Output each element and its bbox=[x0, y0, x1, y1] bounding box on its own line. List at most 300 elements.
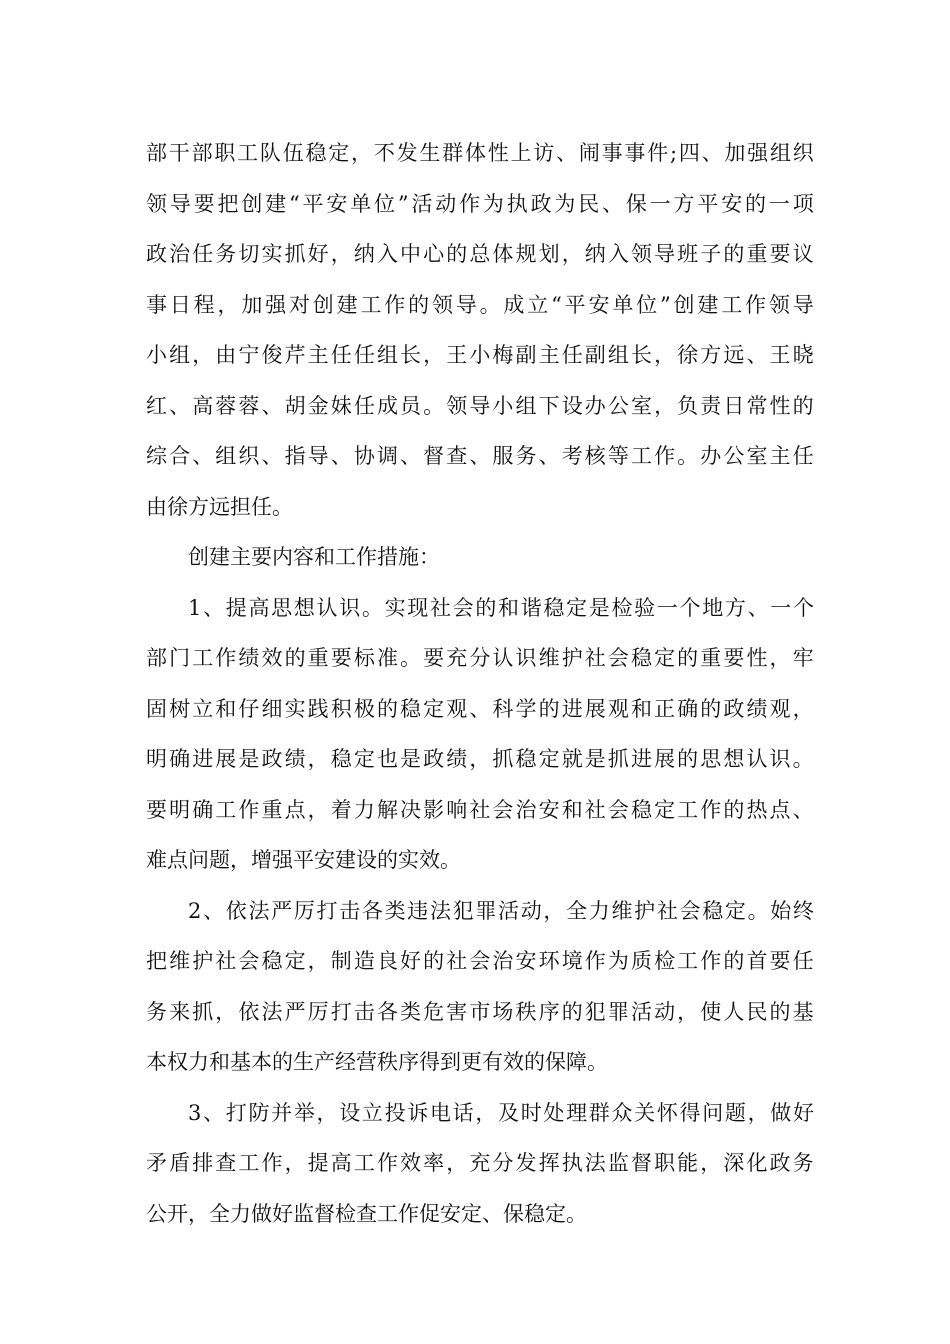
text-char: 入 bbox=[607, 242, 629, 266]
text-char: 是 bbox=[400, 747, 422, 771]
text-char: 社 bbox=[215, 949, 237, 973]
text-char: 部 bbox=[191, 141, 213, 165]
text-char: 和 bbox=[630, 696, 652, 721]
text-char: 群 bbox=[442, 141, 464, 165]
text-char: 王 bbox=[446, 343, 468, 367]
text-char: 远 bbox=[723, 343, 745, 367]
text-char: 、 bbox=[330, 444, 352, 468]
text-char: 认 bbox=[746, 747, 768, 771]
text-char: 终 bbox=[792, 898, 814, 923]
text-char: 体 bbox=[492, 242, 514, 266]
text-char: 的 bbox=[561, 999, 583, 1024]
text-char: 的 bbox=[723, 949, 745, 973]
text-char: 定 bbox=[284, 949, 306, 973]
text-char: 活 bbox=[498, 898, 519, 923]
text-char: 政 bbox=[423, 747, 445, 771]
text-char: 市 bbox=[469, 999, 491, 1024]
text-char: 响 bbox=[446, 797, 468, 822]
text-char: 各 bbox=[361, 898, 383, 923]
text-char: 就 bbox=[561, 747, 583, 771]
text-char: ， bbox=[747, 1100, 769, 1125]
text-char: 、 bbox=[192, 444, 214, 468]
text-char: “ bbox=[551, 292, 562, 317]
text-char: 话 bbox=[452, 1100, 474, 1125]
text-char: 体 bbox=[464, 141, 486, 165]
text-line bbox=[146, 381, 814, 432]
text-char: 稳 bbox=[630, 797, 652, 822]
text-char: 蓉 bbox=[238, 393, 260, 418]
text-char: 对 bbox=[288, 292, 310, 317]
text-char: 高 bbox=[192, 393, 214, 418]
text-char: 心 bbox=[423, 242, 445, 266]
text-char: 罪 bbox=[475, 898, 497, 923]
text-char: 地 bbox=[702, 595, 724, 620]
text-char: 稳 bbox=[543, 595, 565, 620]
text-char: 创 bbox=[673, 292, 695, 317]
text-line bbox=[146, 886, 814, 937]
text-char: 序 bbox=[538, 999, 560, 1024]
text-char: 组 bbox=[515, 393, 537, 418]
text-char: 常 bbox=[746, 393, 768, 418]
text-char: 基 bbox=[792, 999, 814, 1024]
text-char: ， bbox=[446, 1151, 468, 1175]
text-char: 作 bbox=[376, 1151, 398, 1175]
text-char: 生 bbox=[419, 141, 441, 165]
text-char: 要 bbox=[769, 242, 791, 266]
text-char: 好 bbox=[307, 242, 329, 266]
text-char: 践 bbox=[307, 696, 329, 721]
text-char: 学 bbox=[515, 696, 537, 721]
text-char: 会 bbox=[452, 595, 474, 620]
text-char: 现 bbox=[407, 595, 429, 620]
text-char: 政 bbox=[261, 747, 283, 771]
text-char: 得 bbox=[679, 1100, 701, 1125]
text-char: 一 bbox=[656, 595, 678, 620]
text-char: 民 bbox=[578, 191, 600, 216]
text-char: 的 bbox=[538, 696, 560, 721]
text-char: 伍 bbox=[282, 141, 304, 165]
text-char: 维 bbox=[611, 898, 633, 923]
text-char: 小 bbox=[469, 343, 491, 367]
text-char: 、 bbox=[746, 343, 768, 367]
text-char: 类 bbox=[384, 898, 406, 923]
text-char: 部 bbox=[146, 141, 167, 165]
text-char: 问 bbox=[702, 1100, 724, 1125]
text-char: 总 bbox=[469, 242, 491, 266]
text-char: 立 bbox=[361, 1100, 383, 1125]
text-char: 严 bbox=[271, 898, 293, 923]
text-char: 活 bbox=[630, 999, 652, 1024]
text-char: 组 bbox=[607, 343, 629, 367]
text-char: ， bbox=[543, 898, 565, 923]
text-char: ， bbox=[215, 999, 237, 1024]
text-char: 位 bbox=[374, 191, 396, 216]
text-char: 极 bbox=[353, 696, 375, 721]
text-char: 项 bbox=[792, 191, 814, 216]
text-char: 导 bbox=[307, 444, 329, 468]
text-char: ， bbox=[307, 747, 329, 771]
text-char: 社 bbox=[446, 949, 468, 973]
text-char: 。 bbox=[400, 646, 422, 670]
text-char: 任 bbox=[792, 444, 814, 468]
text-char: 是 bbox=[238, 747, 260, 771]
text-char: 事 bbox=[601, 141, 623, 165]
text-char: 任 bbox=[561, 343, 583, 367]
text-char: 造 bbox=[353, 949, 375, 973]
text-char: ， bbox=[475, 1100, 497, 1125]
text-char: 立 bbox=[527, 292, 549, 317]
text-char: 协 bbox=[353, 444, 375, 468]
text-char: 部 bbox=[146, 646, 167, 670]
text-char: 作 bbox=[215, 646, 237, 670]
text-char: 时 bbox=[520, 1100, 542, 1125]
text-char: 危 bbox=[423, 999, 445, 1024]
text-char: 主 bbox=[769, 444, 791, 468]
text-char: 干 bbox=[168, 141, 190, 165]
text-char: ， bbox=[330, 242, 352, 266]
text-char: 。 bbox=[361, 595, 383, 620]
text-char: 政 bbox=[723, 696, 745, 721]
text-char: 好 bbox=[400, 949, 422, 973]
text-char: 务 bbox=[146, 999, 167, 1024]
text-char: 民 bbox=[746, 999, 768, 1024]
text-char: 工 bbox=[630, 444, 652, 468]
text-char: 思 bbox=[700, 747, 722, 771]
text-char: 、 bbox=[261, 393, 283, 418]
text-line bbox=[146, 128, 814, 179]
text-line bbox=[146, 734, 814, 785]
text-char: 效 bbox=[400, 1151, 422, 1175]
text-char: 打 bbox=[330, 999, 352, 1024]
text-char: 护 bbox=[192, 949, 214, 973]
text-char: “ bbox=[288, 191, 300, 216]
text-char: 稳 bbox=[630, 646, 652, 670]
text-char: 工 bbox=[215, 797, 237, 822]
text-char: 日 bbox=[723, 393, 745, 418]
text-char: 分 bbox=[492, 1151, 514, 1175]
text-char: 及 bbox=[498, 1100, 519, 1125]
text-char: 是 bbox=[584, 747, 606, 771]
text-char: 成 bbox=[503, 292, 525, 317]
text-char: 作 bbox=[745, 292, 767, 317]
text-char: 工 bbox=[238, 1151, 260, 1175]
text-char: 。 bbox=[423, 393, 445, 418]
text-char: 是 bbox=[588, 595, 610, 620]
text-char: ， bbox=[654, 393, 676, 418]
text-char: 服 bbox=[492, 444, 514, 468]
text-char: ， bbox=[677, 999, 699, 1024]
text-char: 公 bbox=[723, 444, 745, 468]
text-char: ， bbox=[316, 1100, 338, 1125]
text-char: 建 bbox=[697, 292, 719, 317]
text-char: 公 bbox=[607, 393, 629, 418]
text-char: 办 bbox=[700, 444, 722, 468]
text-char: 诉 bbox=[407, 1100, 429, 1125]
text-char: 投 bbox=[384, 1100, 406, 1125]
text-char: 政 bbox=[530, 191, 552, 216]
text-char: 抓 bbox=[607, 747, 629, 771]
text-line: 本权力和基本的生产经营秩序得到更有效的保障。 bbox=[146, 1050, 608, 1074]
text-char: 副 bbox=[584, 343, 606, 367]
text-char: 监 bbox=[607, 1151, 629, 1175]
text-char: 秩 bbox=[515, 999, 537, 1024]
text-char: 执 bbox=[506, 191, 528, 216]
text-char: 识 bbox=[339, 595, 361, 620]
text-char: 等 bbox=[607, 444, 629, 468]
text-char: 室 bbox=[630, 393, 652, 418]
text-char: 社 bbox=[469, 797, 491, 822]
text-char: 为 bbox=[554, 191, 576, 216]
text-char: 的 bbox=[475, 595, 497, 620]
text-char: 社 bbox=[584, 646, 606, 670]
text-char: 观 bbox=[769, 696, 791, 721]
text-char: 上 bbox=[510, 141, 532, 165]
text-char: 发 bbox=[515, 1151, 537, 1175]
text-char: 督 bbox=[630, 1151, 652, 1175]
text-char: ， bbox=[561, 242, 583, 266]
text-char: 法 bbox=[248, 898, 270, 923]
text-char: 组 bbox=[215, 444, 237, 468]
text-char: 一 bbox=[770, 595, 792, 620]
text-char: 领 bbox=[431, 292, 453, 317]
text-char: 事 bbox=[624, 141, 646, 165]
text-char: 建 bbox=[265, 191, 287, 216]
text-char: 树 bbox=[169, 696, 191, 721]
text-char: ” bbox=[659, 292, 671, 317]
text-line bbox=[146, 785, 814, 836]
text-char: 作 bbox=[384, 292, 406, 317]
text-char: 设 bbox=[561, 393, 583, 418]
text-char: 打 bbox=[225, 1100, 247, 1125]
text-char: 创 bbox=[312, 292, 334, 317]
text-char: 由 bbox=[215, 343, 237, 367]
text-char: 效 bbox=[261, 646, 283, 670]
text-char: 组 bbox=[376, 343, 398, 367]
text-char: 一 bbox=[768, 191, 790, 216]
text-char: 要 bbox=[769, 949, 791, 973]
text-char: 纳 bbox=[353, 242, 375, 266]
text-char: 个 bbox=[679, 595, 701, 620]
text-char: 。 bbox=[747, 898, 769, 923]
text-char: 作 bbox=[459, 191, 481, 216]
text-char: 要 bbox=[193, 191, 215, 216]
text-char: 谐 bbox=[520, 595, 542, 620]
text-char: 进 bbox=[192, 747, 214, 771]
text-char: 任 bbox=[792, 949, 814, 973]
text-char: ， bbox=[307, 797, 329, 822]
text-char: 的 bbox=[376, 696, 398, 721]
text-char: 境 bbox=[561, 949, 583, 973]
text-char: 动 bbox=[520, 898, 542, 923]
text-char: 厉 bbox=[293, 898, 315, 923]
text-char: 组 bbox=[769, 141, 791, 165]
text-char: 治 bbox=[492, 949, 514, 973]
text-char: 各 bbox=[376, 999, 398, 1024]
text-char: 害 bbox=[446, 999, 468, 1024]
text-char: 划 bbox=[538, 242, 560, 266]
text-char: 方 bbox=[673, 191, 695, 216]
text-char: ， bbox=[307, 949, 329, 973]
text-char: 稳 bbox=[702, 898, 724, 923]
text-char: 维 bbox=[538, 646, 560, 670]
text-char: 质 bbox=[630, 949, 652, 973]
text-char: 会 bbox=[607, 646, 629, 670]
text-char: 实 bbox=[284, 696, 306, 721]
text-char: 安 bbox=[588, 292, 610, 317]
text-char: 举 bbox=[293, 1100, 315, 1125]
text-char: 标 bbox=[353, 646, 375, 670]
text-char: 务 bbox=[792, 1151, 814, 1175]
text-line bbox=[146, 280, 814, 331]
text-char: 定 bbox=[654, 646, 676, 670]
text-char: 议 bbox=[792, 242, 814, 266]
text-char: 长 bbox=[630, 343, 652, 367]
text-char: 实 bbox=[261, 242, 283, 266]
text-char: 解 bbox=[376, 797, 398, 822]
text-char: 作 bbox=[261, 1151, 283, 1175]
text-char: 胡 bbox=[284, 393, 306, 418]
text-char: 定 bbox=[353, 747, 375, 771]
text-char: 负 bbox=[677, 393, 699, 418]
text-char: 稳 bbox=[330, 747, 352, 771]
text-char: 点 bbox=[284, 797, 306, 822]
text-char: 导 bbox=[469, 393, 491, 418]
text-char: 点 bbox=[769, 797, 791, 822]
text-char: 安 bbox=[721, 191, 743, 216]
text-char: 题 bbox=[724, 1100, 746, 1125]
text-char: 牢 bbox=[792, 646, 814, 670]
text-char: 作 bbox=[584, 949, 606, 973]
text-char: 徐 bbox=[677, 343, 699, 367]
section-heading: 创建主要内容和工作措施： bbox=[188, 545, 440, 569]
text-char: 高 bbox=[248, 595, 270, 620]
text-char: 作 bbox=[238, 797, 260, 822]
text-char: 规 bbox=[515, 242, 537, 266]
text-char: 着 bbox=[330, 797, 352, 822]
text-char: 责 bbox=[700, 393, 722, 418]
text-char: 核 bbox=[584, 444, 606, 468]
text-line bbox=[146, 1088, 814, 1139]
text-char: 作 bbox=[654, 444, 676, 468]
text-char: 加 bbox=[241, 292, 263, 317]
text-char: 护 bbox=[561, 646, 583, 670]
text-char: 进 bbox=[561, 696, 583, 721]
text-char: ” bbox=[397, 191, 409, 216]
text-char: 群 bbox=[588, 1100, 610, 1125]
text-char: 能 bbox=[677, 1151, 699, 1175]
text-char: 2 bbox=[188, 898, 202, 923]
text-char: 犯 bbox=[452, 898, 474, 923]
text-char: 罪 bbox=[607, 999, 629, 1024]
text-char: 、 bbox=[538, 444, 560, 468]
text-char: 件 bbox=[647, 141, 669, 165]
text-char: 影 bbox=[423, 797, 445, 822]
text-char: 动 bbox=[654, 999, 676, 1024]
text-char: 强 bbox=[747, 141, 769, 165]
text-char: 展 bbox=[654, 747, 676, 771]
text-char: 、 bbox=[556, 141, 578, 165]
text-char: 办 bbox=[584, 393, 606, 418]
text-char: 中 bbox=[400, 242, 422, 266]
text-char: 仔 bbox=[238, 696, 260, 721]
text-line: 由徐方远担任。 bbox=[146, 494, 293, 519]
text-char: 务 bbox=[515, 444, 537, 468]
text-char: 设 bbox=[339, 1100, 361, 1125]
text-char: 单 bbox=[350, 191, 372, 216]
text-line bbox=[146, 330, 814, 381]
text-char: 怀 bbox=[656, 1100, 678, 1125]
text-char: 良 bbox=[376, 949, 398, 973]
text-char: ， bbox=[423, 343, 445, 367]
text-char: 严 bbox=[284, 999, 306, 1024]
text-char: 盾 bbox=[169, 1151, 191, 1175]
text-char: 蓉 bbox=[215, 393, 237, 418]
text-char: 准 bbox=[376, 646, 398, 670]
text-char: 立 bbox=[192, 696, 214, 721]
text-char: 的 bbox=[723, 242, 745, 266]
text-char: 闹 bbox=[578, 141, 600, 165]
text-char: 类 bbox=[400, 999, 422, 1024]
text-char: 、 bbox=[203, 898, 225, 923]
text-char: 定 bbox=[538, 747, 560, 771]
text-char: 把 bbox=[217, 191, 239, 216]
text-char: 强 bbox=[265, 292, 287, 317]
text-char: 切 bbox=[238, 242, 260, 266]
text-char: ， bbox=[769, 646, 791, 670]
text-char: 力 bbox=[353, 797, 375, 822]
text-char: 创 bbox=[241, 191, 263, 216]
text-char: 督 bbox=[423, 444, 445, 468]
text-char: 班 bbox=[677, 242, 699, 266]
text-char: 重 bbox=[307, 646, 329, 670]
text-char: 众 bbox=[611, 1100, 633, 1125]
text-char: 绩 bbox=[238, 646, 260, 670]
text-char: 工 bbox=[677, 949, 699, 973]
text-char: 明 bbox=[146, 747, 167, 771]
text-char: 来 bbox=[169, 999, 191, 1024]
text-char: 会 bbox=[607, 797, 629, 822]
text-char: 平 bbox=[697, 191, 719, 216]
text-char: 和 bbox=[498, 595, 519, 620]
text-char: ; bbox=[669, 141, 678, 165]
text-line bbox=[146, 633, 814, 684]
text-line bbox=[146, 1138, 814, 1189]
text-char: 会 bbox=[679, 898, 701, 923]
text-char: 查 bbox=[215, 1151, 237, 1175]
text-char: 宁 bbox=[238, 343, 260, 367]
text-char: 确 bbox=[169, 747, 191, 771]
text-char: 法 bbox=[261, 999, 283, 1024]
text-char: 导 bbox=[792, 292, 814, 317]
text-char: 挥 bbox=[538, 1151, 560, 1175]
text-char: 性 bbox=[769, 393, 791, 418]
text-char: 击 bbox=[353, 999, 375, 1024]
text-char: 队 bbox=[259, 141, 281, 165]
text-char: 不 bbox=[373, 141, 395, 165]
text-char: 实 bbox=[384, 595, 406, 620]
text-char: 维 bbox=[169, 949, 191, 973]
text-char: 会 bbox=[492, 797, 514, 822]
text-char: 防 bbox=[248, 1100, 270, 1125]
text-char: 、 bbox=[469, 696, 491, 721]
text-char: 1 bbox=[188, 595, 202, 620]
text-char: 合 bbox=[169, 444, 191, 468]
text-char: 并 bbox=[271, 1100, 293, 1125]
text-char: 展 bbox=[215, 747, 237, 771]
text-char: 小 bbox=[146, 343, 167, 367]
text-char: 治 bbox=[169, 242, 191, 266]
text-char: 工 bbox=[192, 646, 214, 670]
